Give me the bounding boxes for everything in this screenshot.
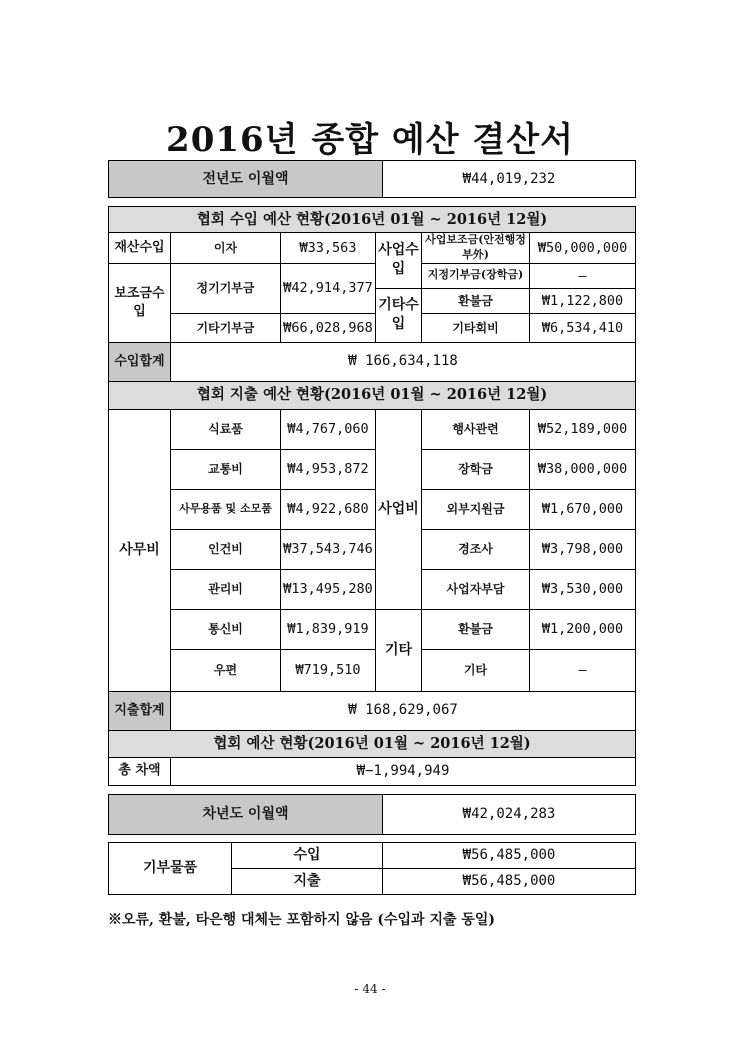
office-item-value: ₩1,839,919 — [281, 609, 376, 649]
footnote: ※오류, 환불, 타은행 대체는 포함하지 않음 (수입과 지출 동일) — [108, 912, 496, 928]
income-refund-value: ₩1,122,800 — [530, 288, 636, 313]
other-fee-label: 기타회비 — [422, 313, 530, 342]
goods-income-label: 수입 — [232, 843, 383, 869]
office-item-label: 인건비 — [171, 529, 281, 569]
goods-income-value: ₩56,485,000 — [383, 843, 636, 869]
business-item-label: 행사관련 — [422, 409, 530, 449]
other-expense-label: 기타 — [376, 609, 422, 691]
property-income-label: 재산수입 — [109, 233, 171, 264]
goods-expense-value: ₩56,485,000 — [383, 869, 636, 895]
budget-table — [108, 206, 636, 786]
diff-label: 총 차액 — [109, 757, 171, 785]
interest-label: 이자 — [171, 233, 281, 264]
expense-total-value: ₩ 168,629,067 — [171, 691, 636, 730]
next-balance-value: ₩42,024,283 — [383, 795, 636, 835]
business-expense-label: 사업비 — [376, 409, 422, 609]
designated-donation-value: – — [530, 263, 636, 288]
income-header: 협회 수입 예산 현황(2016년 01월 ~ 2016년 12월) — [109, 207, 636, 233]
office-item-value: ₩13,495,280 — [281, 569, 376, 609]
office-item-label: 식료품 — [171, 409, 281, 449]
next-balance-table — [108, 794, 636, 835]
office-item-value: ₩37,543,746 — [281, 529, 376, 569]
prev-balance-label: 전년도 이월액 — [109, 161, 383, 198]
office-item-label: 우편 — [171, 649, 281, 691]
business-item-value: ₩1,670,000 — [530, 489, 636, 529]
next-balance-label: 차년도 이월액 — [109, 795, 383, 835]
goods-table — [108, 842, 636, 895]
subsidy-income-label: 보조금수입 — [109, 263, 171, 342]
prev-balance-value: ₩44,019,232 — [383, 161, 636, 198]
expense-header: 협회 지출 예산 현황(2016년 01월 ~ 2016년 12월) — [109, 381, 636, 409]
business-subsidy-value: ₩50,000,000 — [530, 233, 636, 264]
prev-balance-table — [108, 160, 636, 198]
page-number: - 44 - — [354, 982, 386, 996]
office-item-value: ₩719,510 — [281, 649, 376, 691]
business-item-label: 경조사 — [422, 529, 530, 569]
diff-value: ₩−1,994,949 — [171, 757, 636, 785]
office-expense-label: 사무비 — [109, 409, 171, 691]
other-item-label: 환불금 — [422, 609, 530, 649]
other-income-label: 기타수입 — [376, 288, 422, 342]
office-item-value: ₩4,922,680 — [281, 489, 376, 529]
business-income-label: 사업수입 — [376, 233, 422, 289]
office-item-label: 통신비 — [171, 609, 281, 649]
designated-donation-label: 지정기부금(장학금) — [422, 263, 530, 288]
business-item-value: ₩52,189,000 — [530, 409, 636, 449]
expense-total-label: 지출합계 — [109, 691, 171, 730]
regular-donation-value: ₩42,914,377 — [281, 263, 376, 313]
income-refund-label: 환불금 — [422, 288, 530, 313]
other-donation-value: ₩66,028,968 — [281, 313, 376, 342]
budget-header: 협회 예산 현황(2016년 01월 ~ 2016년 12월) — [109, 730, 636, 757]
business-item-value: ₩3,798,000 — [530, 529, 636, 569]
income-total-value: ₩ 166,634,118 — [171, 342, 636, 381]
business-subsidy-label: 사업보조금(안전행정부外) — [422, 233, 530, 264]
income-total-label: 수입합계 — [109, 342, 171, 381]
business-item-label: 외부지원금 — [422, 489, 530, 529]
other-fee-value: ₩6,534,410 — [530, 313, 636, 342]
business-item-label: 사업자부담 — [422, 569, 530, 609]
goods-expense-label: 지출 — [232, 869, 383, 895]
interest-value: ₩33,563 — [281, 233, 376, 264]
regular-donation-label: 정기기부금 — [171, 263, 281, 313]
other-donation-label: 기타기부금 — [171, 313, 281, 342]
office-item-label: 교통비 — [171, 449, 281, 489]
business-item-value: ₩3,530,000 — [530, 569, 636, 609]
business-item-label: 장학금 — [422, 449, 530, 489]
office-item-label: 사무용품 및 소모품 — [171, 489, 281, 529]
page-title: 2016년 종합 예산 결산서 — [166, 120, 574, 160]
other-item-value: ₩1,200,000 — [530, 609, 636, 649]
business-item-value: ₩38,000,000 — [530, 449, 636, 489]
office-item-value: ₩4,953,872 — [281, 449, 376, 489]
office-item-value: ₩4,767,060 — [281, 409, 376, 449]
goods-label: 기부물품 — [109, 843, 232, 895]
other-item-value: – — [530, 649, 636, 691]
other-item-label: 기타 — [422, 649, 530, 691]
office-item-label: 관리비 — [171, 569, 281, 609]
